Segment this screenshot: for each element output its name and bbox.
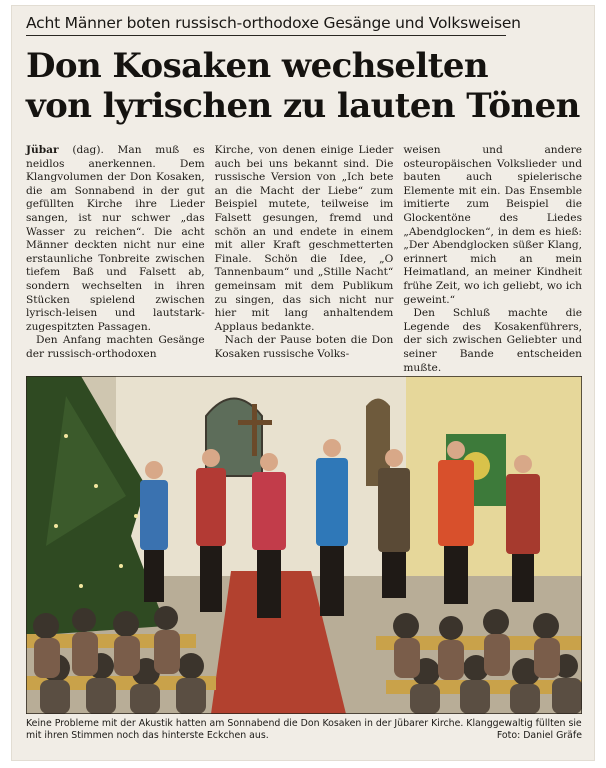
paragraph: weisen und andere osteuropäischen Volkslieder und bauten auch spielerische Elemente mit ein. Das Ensemble imitierte zum Beispiel die Glockentöne des Liedes „Abendglocken“, in dem es hieß: „Der Abendglocken süßer Klang, erinnert mich an mein Heimatland, an meiner Kindheit frühe Zeit, wo ich geliebt, wo ich geweint.“ [403,144,583,306]
paragraph: Den Anfang machten Gesänge der russisch-orthodoxen [26,334,205,360]
article-body [26,144,582,375]
headline-line-2: von lyrischen zu lauten Tönen [26,86,580,126]
dateline: Jübar [26,144,59,156]
paragraph: Den Schluß machte die Legende des Kosakenführers, der sich zwischen Geliebter und seiner Bande entscheiden mußte. [403,307,583,374]
paragraph: Nach der Pause boten die Don Kosaken russische Volks- [214,334,394,360]
paragraph-text: (dag). Man muß es neidlos anerkennen. Dem Klangvolumen der Don Kosaken, die am Sonnabend in der gut gefüllten Kirche ihre Lieder sangen, ist nur schwer „das Wasser zu reichen“. Die acht Männer deckten nicht nur eine erstaunliche Tonbreite zwischen tiefem Baß und Falsett ab, sondern wechselten in ihren Stücken spielend zwischen lyrisch-leisen und lautstark-zugespitzten Passagen. [26,144,205,333]
photo-credit: Foto: Daniel Gräfe [496,730,582,741]
kicker: Acht Männer boten russisch-orthodoxe Gesänge und Volksweisen [26,14,506,36]
column-3 [403,144,582,375]
caption-text: Keine Probleme mit der Akustik hatten am Sonnabend die Don Kosaken in der Jübarer Kirche. Klanggewaltig füllten sie mit ihren Stimmen noch das hinterste Eckchen aus. [26,718,582,741]
photo-illustration [26,376,582,714]
headline-line-1: Don Kosaken wechselten [26,46,488,86]
paragraph: Kirche, von denen einige Lieder auch bei uns bekannt sind. Die russische Version von „Ich bete an die Macht der Liebe“ zum Beispiel mutete, teilweise im Falsett gesungen, fremd und schön an und endete in einem mit aller Kraft geschmetterten Finale. Schön die Idee, „O Tannenbaum“ und „Stille Nacht“ gemeinsam mit dem Publikum zu singen, das sich nicht nur hier mit lang anhaltendem Applaus bedankte. [214,144,394,333]
concert-photo [26,376,582,714]
paragraph [26,144,205,334]
column-1 [26,144,205,375]
photo-caption [26,718,582,742]
newspaper-clipping [12,6,594,760]
column-2 [215,144,394,375]
headline [26,46,586,126]
